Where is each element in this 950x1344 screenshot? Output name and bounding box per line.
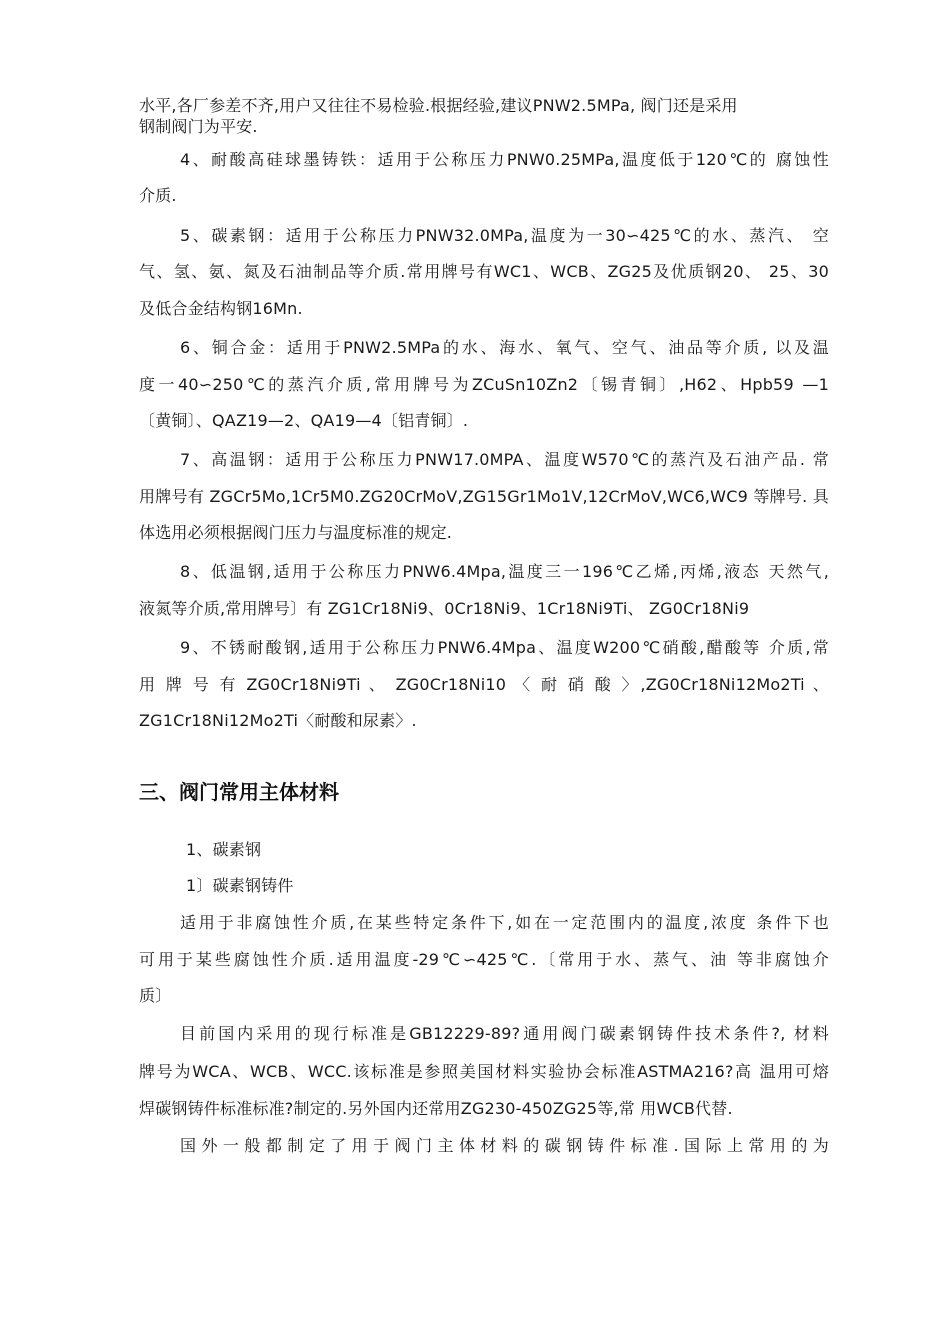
- text-line: 适用于非腐蚀性介质,在某些特定条件下,如在一定范围内的温度,浓度 条件下也: [180, 913, 829, 932]
- text-line: 国外一般都制定了用于阀门主体材料的碳钢铸件标准.国际上常用的为: [180, 1136, 829, 1155]
- text-line: 用牌号有 ZGCr5Mo,1Cr5M0.ZG20CrMoV,ZG15Gr1Mo1V,12CrMoV,WC6,WC9 等牌号. 具: [139, 487, 829, 506]
- section-heading: 三、阀门常用主体材料: [139, 780, 339, 804]
- text-line: 牌号为WCA、WCB、WCC.该标准是参照美国材料实验协会标准ASTMA216?高 温用可熔: [139, 1062, 829, 1081]
- text-line: 度一40∽250℃的蒸汽介质,常用牌号为ZCuSn10Zn2〔锡青铜〕,H62、Hpb59 —1: [139, 375, 829, 394]
- text-line: 焊碳钢铸件标准标准?制定的.另外国内还常用ZG230-450ZG25等,常 用WCB代替.: [139, 1099, 733, 1118]
- text-line: 5、碳素钢：适用于公称压力PNW32.0MPa,温度为一30∽425℃的水、蒸汽、 空: [180, 226, 829, 245]
- text-line: 4、耐酸高硅球墨铸铁：适用于公称压力PNW0.25MPa,温度低于120℃的 腐蚀性: [180, 150, 829, 169]
- text-line: 7、高温钢：适用于公称压力PNW17.0MPA、温度W570℃的蒸汽及石油产品. 常: [180, 450, 829, 469]
- text-line: 目前国内采用的现行标准是GB12229-89?通用阀门碳素钢铸件技术条件?, 材料: [180, 1024, 829, 1043]
- text-line: 1〕碳素钢铸件: [186, 876, 294, 895]
- text-line: 气、氢、氨、氮及石油制品等介质.常用牌号有WC1、WCB、ZG25及优质钢20、 25、30: [139, 262, 829, 281]
- text-line: 水平,各厂参差不齐,用户又往往不易检验.根据经验,建议PNW2.5MPa, 阀门还是采用: [139, 96, 738, 115]
- text-line: 8、低温钢,适用于公称压力PNW6.4Mpa,温度三一196℃乙烯,丙烯,液态 天然气,: [180, 562, 829, 581]
- text-line: 及低合金结构钢16Mn.: [139, 299, 303, 318]
- text-line: 9、不锈耐酸钢,适用于公称压力PNW6.4Mpa、温度W200℃硝酸,醋酸等 介质,常: [180, 638, 829, 657]
- text-line: 钢制阀门为平安.: [139, 117, 258, 136]
- text-line: 6、铜合金：适用于PNW2.5MPa的水、海水、氧气、空气、油品等介质, 以及温: [180, 338, 829, 357]
- text-line: 质〕: [139, 986, 172, 1005]
- text-line: 可用于某些腐蚀性介质.适用温度-29℃∽425℃.〔常用于水、蒸气、油 等非腐蚀介: [139, 950, 829, 969]
- text-line: 〔黄铜〕、QAZ19—2、QA19—4〔铝青铜〕.: [139, 411, 469, 430]
- text-line: 用 牌 号 有 ZG0Cr18Ni9Ti 、 ZG0Cr18Ni10 〈 耐 硝 酸 〉,ZG0Cr18Ni12Mo2Ti 、: [139, 675, 829, 694]
- text-line: 1、碳素钢: [186, 840, 262, 859]
- text-line: 体选用必须根据阀门压力与温度标准的规定.: [139, 523, 453, 542]
- text-line: 液氮等介质,常用牌号〕有 ZG1Cr18Ni9、0Cr18Ni9、1Cr18Ni9Ti、 ZG0Cr18Ni9: [139, 599, 750, 618]
- text-line: ZG1Cr18Ni12Mo2Ti〈耐酸和尿素〉.: [139, 711, 417, 730]
- text-line: 介质.: [139, 186, 177, 205]
